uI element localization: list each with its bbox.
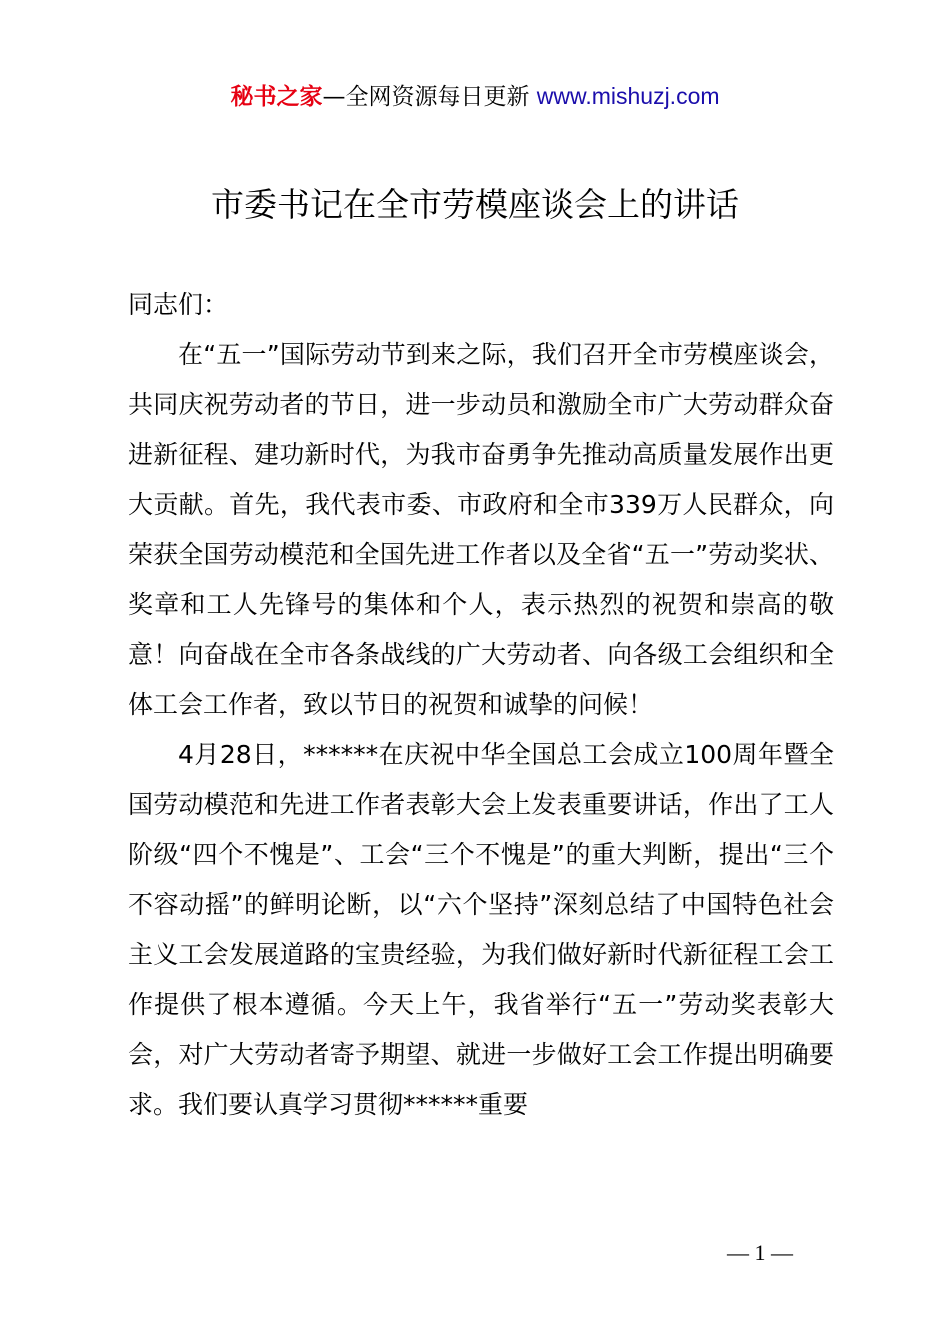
site-brand: 秘书之家 [230,84,323,110]
paragraph: 4月28日，******在庆祝中华全国总工会成立100周年暨全国劳动模范和先进工作者表彰大会上发表重要讲话，作出了工人阶级“四个不愧是”、工会“三个不愧是”的重大判断，提出“三个不容动摇”的鲜明论断，以“六个坚持”深刻总结了中国特色社会主义工会发展道路的宝贵经验，为我们做好新时代新征程工会工作提供了根本遵循。今天上午，我省举行“五一”劳动奖表彰大会，对广大劳动者寄予期望、就进一步做好工会工作提出明确要求。我们要认真学习贯彻******重要 [128,740,834,1119]
salutation: 同志们： [128,290,229,319]
site-banner [0,78,950,115]
site-slogan: —全网资源每日更新 [322,84,537,110]
document-body [128,280,834,1130]
document-title: 市委书记在全市劳模座谈会上的讲话 [211,185,739,224]
paragraph: 在“五一”国际劳动节到来之际，我们召开全市劳模座谈会，共同庆祝劳动者的节日，进一步动员和激励全市广大劳动群众奋进新征程、建功新时代，为我市奋勇争先推动高质量发展作出更大贡献。首先，我代表市委、市政府和全市339万人民群众，向荣获全国劳动模范和全国先进工作者以及全省“五一”劳动奖状、奖章和工人先锋号的集体和个人，表示热烈的祝贺和崇高的敬意！向奋战在全市各条战线的广大劳动者、向各级工会组织和全体工会工作者，致以节日的祝贺和诚挚的问候！ [128,340,834,719]
page-number: — 1 — [727,1240,793,1265]
site-url-link[interactable]: www.mishuzj.com [536,83,720,109]
